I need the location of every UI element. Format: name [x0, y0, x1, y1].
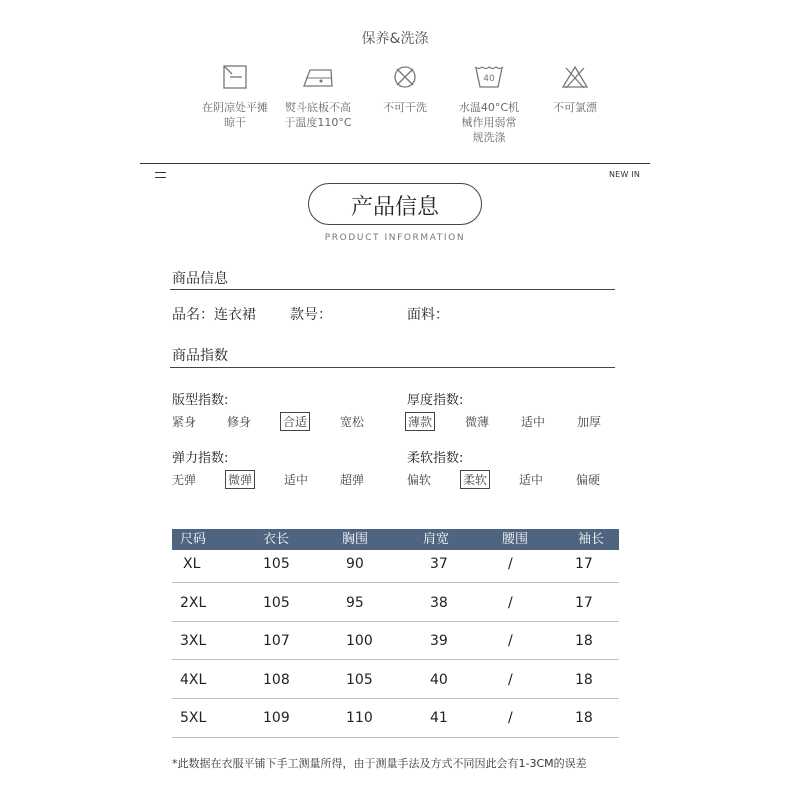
table-cell: / [508, 633, 513, 649]
care-title: 保养&洗涤 [361, 31, 429, 47]
table-cell: 100 [346, 633, 373, 649]
product-info-heading: 商品信息 [172, 271, 228, 287]
care-item-iron [273, 64, 363, 130]
softness-option: 偏硬 [576, 473, 601, 487]
table-cell: 95 [346, 595, 364, 611]
table-cell: / [508, 710, 513, 726]
menu-icon [155, 172, 166, 182]
care-item-no-bleach [530, 64, 620, 115]
fit-option: 宽松 [340, 415, 365, 429]
product-name: 品名：连衣裙 [172, 307, 256, 323]
table-cell: 105 [263, 595, 290, 611]
no-bleach-icon [561, 64, 589, 90]
table-cell: 108 [263, 672, 290, 688]
table-cell: 5XL [180, 710, 207, 726]
new-in-label: NEW IN [609, 170, 641, 179]
fit-option: 紧身 [172, 415, 197, 429]
thickness-option: 适中 [521, 415, 546, 429]
thickness-index-title: 厚度指数: [407, 393, 464, 408]
care-label: 熨斗底板不高 于温度110°C [284, 101, 352, 129]
table-cell: 17 [575, 595, 593, 611]
svg-text:40: 40 [483, 74, 495, 84]
column-header: 袖长 [578, 532, 605, 547]
column-header: 胸围 [342, 532, 369, 547]
table-cell: 109 [263, 710, 290, 726]
thickness-option-selected: 薄款 [405, 412, 435, 431]
thickness-option: 微薄 [465, 415, 490, 429]
table-cell: 90 [346, 556, 364, 572]
indices-heading: 商品指数 [172, 348, 228, 364]
row-divider [172, 737, 619, 738]
table-cell: 39 [430, 633, 448, 649]
table-cell: 105 [346, 672, 373, 688]
size-table-header [172, 529, 619, 550]
softness-index-title: 柔软指数: [407, 451, 464, 466]
table-cell: 107 [263, 633, 290, 649]
divider [140, 163, 650, 164]
table-cell: XL [183, 556, 201, 572]
table-cell: 105 [263, 556, 290, 572]
care-label: 水温40°C机 械作用弱常 规洗涤 [458, 101, 520, 144]
row-divider [172, 659, 619, 660]
table-cell: 3XL [180, 633, 207, 649]
table-cell: 4XL [180, 672, 207, 688]
measurement-footnote: *此数据在衣服平铺下手工测量所得，由于测量手法及方式不同因此会有1-3CM的误差 [172, 757, 587, 770]
table-cell: 38 [430, 595, 448, 611]
elasticity-option: 适中 [284, 473, 309, 487]
table-cell: / [508, 672, 513, 688]
table-cell: 40 [430, 672, 448, 688]
softness-option-selected: 柔软 [460, 470, 490, 489]
divider [170, 367, 615, 368]
table-cell: 18 [575, 672, 593, 688]
care-item-dry-flat [190, 64, 280, 130]
elasticity-option: 超弹 [340, 473, 365, 487]
column-header: 衣长 [263, 532, 290, 547]
elasticity-option: 无弹 [172, 473, 197, 487]
softness-option: 偏软 [407, 473, 432, 487]
fabric: 面料： [407, 307, 449, 323]
row-divider [172, 698, 619, 699]
table-cell: 18 [575, 710, 593, 726]
column-header: 肩宽 [423, 532, 450, 547]
style-number: 款号： [290, 307, 332, 323]
table-cell: 37 [430, 556, 448, 572]
care-label: 不可氯漂 [553, 101, 597, 114]
column-header: 腰围 [502, 532, 529, 547]
table-cell: 2XL [180, 595, 207, 611]
table-cell: 17 [575, 556, 593, 572]
column-header: 尺码 [180, 532, 207, 547]
divider [170, 289, 615, 290]
page-title: 产品信息 [350, 195, 439, 220]
table-cell: 41 [430, 710, 448, 726]
fit-option-selected: 合适 [280, 412, 310, 431]
elasticity-option-selected: 微弹 [225, 470, 255, 489]
care-item-wash [444, 64, 534, 145]
hang-dry-shade-icon [222, 64, 248, 90]
fit-index-title: 版型指数: [172, 393, 229, 408]
care-label: 在阴凉处平摊 晾干 [202, 101, 268, 129]
care-label: 不可干洗 [383, 101, 427, 114]
care-item-no-dry-clean [360, 64, 450, 115]
table-cell: 110 [346, 710, 373, 726]
iron-temperature-icon [301, 64, 335, 90]
row-divider [172, 621, 619, 622]
table-cell: 18 [575, 633, 593, 649]
elasticity-index-title: 弹力指数: [172, 451, 229, 466]
table-cell: / [508, 595, 513, 611]
thickness-option: 加厚 [577, 415, 602, 429]
softness-option: 适中 [519, 473, 544, 487]
row-divider [172, 582, 619, 583]
fit-option: 修身 [227, 415, 252, 429]
table-cell: / [508, 556, 513, 572]
page-subtitle: PRODUCT INFORMATION [324, 233, 466, 243]
no-dry-clean-icon [392, 64, 418, 90]
wash-40-icon [473, 64, 505, 90]
